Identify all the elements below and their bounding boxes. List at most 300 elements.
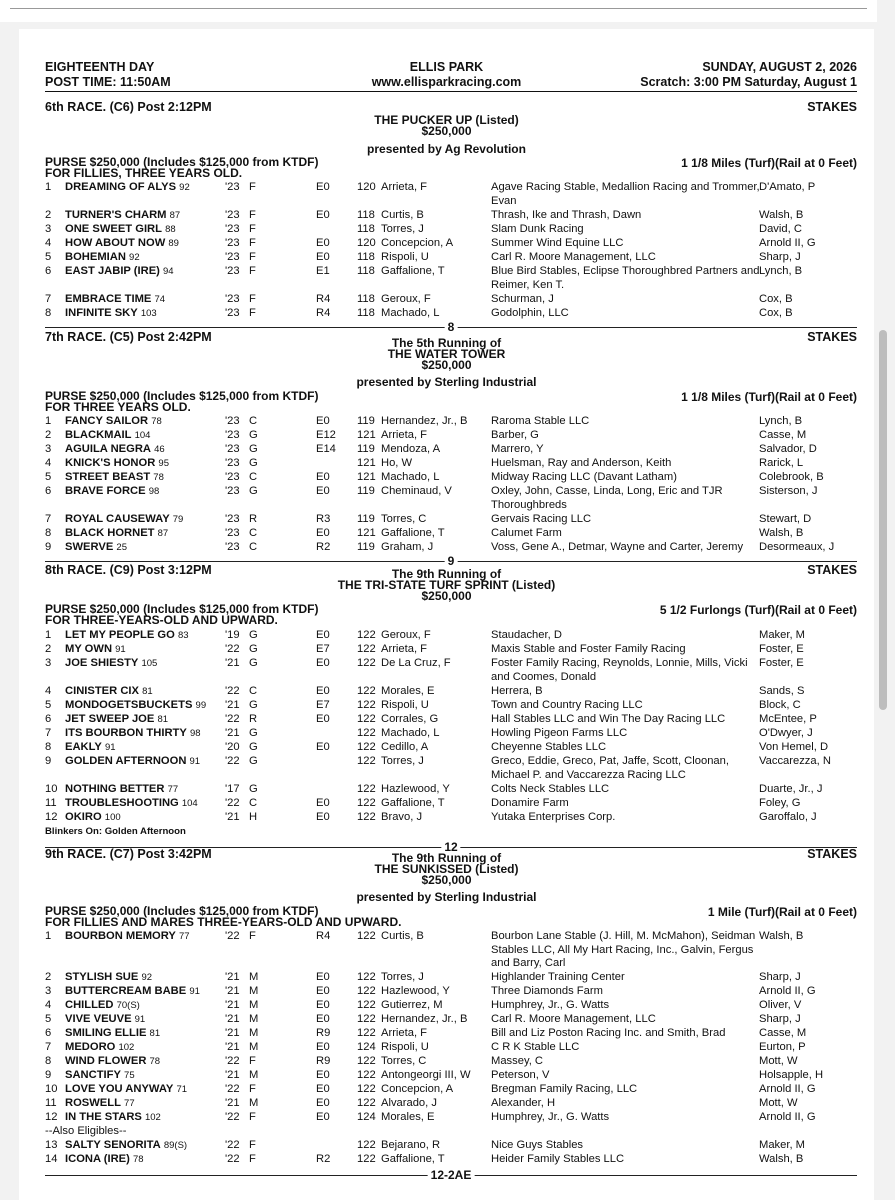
horse-rating: 75: [124, 1070, 135, 1081]
horse-name: JOE SHIESTY: [65, 657, 139, 669]
entry-number: 2: [45, 971, 52, 983]
entry-trainer: Maker, M: [759, 1139, 806, 1151]
horse-name: BOHEMIAN: [65, 251, 126, 263]
entry-trainer: Sharp, J: [759, 1013, 801, 1025]
horse-name: BOURBON MEMORY: [65, 930, 176, 942]
horse-rating: 98: [148, 486, 160, 497]
entry-trainer: Garoffalo, J: [759, 811, 817, 823]
entry-eligibility: E0: [316, 629, 330, 641]
horse-rating: 92: [179, 182, 190, 193]
entry-number: 2: [45, 643, 52, 655]
entry-jockey: Graham, J: [381, 541, 434, 553]
entry-weight: 122: [357, 1055, 376, 1067]
entry-horse: [65, 1055, 160, 1069]
entry-number: 8: [45, 1055, 52, 1067]
entry-number: 8: [45, 741, 52, 753]
entry-trainer: D'Amato, P: [759, 181, 816, 193]
horse-name: EAKLY: [65, 741, 102, 753]
field-count: 12-2AE: [428, 1168, 475, 1182]
entry-trainer: Foster, E: [759, 657, 804, 669]
horse-name: WIND FLOWER: [65, 1055, 147, 1067]
entry-owner: Colts Neck Stables LLC: [491, 783, 610, 795]
entry-trainer: O'Dwyer, J: [759, 727, 813, 739]
entry-number: 8: [45, 527, 52, 539]
entry-owner: Peterson, V: [491, 1069, 550, 1081]
entry-owner: Massey, C: [491, 1055, 544, 1067]
entry-trainer: Cox, B: [759, 307, 793, 319]
entry-sex: R: [249, 513, 258, 525]
entry-horse: [65, 1153, 144, 1167]
entry-owner: Slam Dunk Racing: [491, 223, 584, 235]
entry-eligibility: E1: [316, 265, 330, 277]
header-rule: [45, 91, 857, 92]
entry-number: 8: [45, 307, 52, 319]
entry-weight: 118: [357, 293, 375, 305]
entry-weight: 122: [357, 727, 376, 739]
entry-eligibility: E0: [316, 657, 330, 669]
race-separator: [45, 320, 857, 334]
horse-name: MY OWN: [65, 643, 113, 655]
horse-rating: 105: [141, 658, 158, 669]
horse-name: VIVE VEUVE: [65, 1013, 132, 1025]
entry-trainer: Arnold II, G: [759, 985, 816, 997]
race-type: STAKES: [807, 563, 857, 577]
entry-sex: C: [249, 797, 258, 809]
entry-owner: Highlander Training Center: [491, 971, 625, 983]
horse-name: ROYAL CAUSEWAY: [65, 513, 170, 525]
entry-trainer: Sharp, J: [759, 971, 801, 983]
entry-eligibility: E14: [316, 443, 336, 455]
entry-year: '22: [225, 1139, 240, 1151]
entry-jockey: Machado, L: [381, 727, 440, 739]
entry-eligibility: E0: [316, 527, 330, 539]
entry-year: '23: [225, 457, 240, 469]
entry-weight: 119: [357, 513, 375, 525]
horse-name: STYLISH SUE: [65, 971, 139, 983]
horse-name: ONE SWEET GIRL: [65, 223, 162, 235]
entry-weight: 122: [357, 811, 376, 823]
entry-sex: M: [249, 999, 259, 1011]
horse-rating: 99: [195, 700, 207, 711]
horse-name: INFINITE SKY: [65, 307, 138, 319]
entry-owner: Thrash, Ike and Thrash, Dawn: [491, 209, 642, 221]
entry-year: '23: [225, 209, 240, 221]
entry-number: 4: [45, 457, 52, 469]
entry-year: '23: [225, 429, 240, 441]
entry-jockey: Gaffalione, T: [381, 1153, 445, 1165]
entry-jockey: De La Cruz, F: [381, 657, 451, 669]
entry-weight: 121: [357, 527, 376, 539]
entry-jockey: Antongeorgi III, W: [381, 1069, 471, 1081]
equipment-note: Blinkers On: Golden Afternoon: [45, 826, 186, 837]
horse-rating: 103: [140, 308, 157, 319]
entry-eligibility: R9: [316, 1055, 331, 1067]
entry-horse: [65, 1013, 145, 1027]
entry-weight: 119: [357, 443, 375, 455]
entry-weight: 122: [357, 1097, 376, 1109]
entry-jockey: Geroux, F: [381, 293, 431, 305]
horse-rating: 74: [154, 294, 166, 305]
race-title-line: $250,000: [421, 124, 472, 138]
entry-eligibility: E12: [316, 429, 336, 441]
entry-eligibility: R4: [316, 307, 331, 319]
entry-jockey: Bejarano, R: [381, 1139, 441, 1151]
entry-horse: [65, 727, 201, 741]
entry-owner: Hall Stables LLC and Win The Day Racing LLC: [491, 713, 726, 725]
entry-sex: F: [249, 1111, 256, 1123]
entry-horse: [65, 985, 200, 999]
entry-owner: C R K Stable LLC: [491, 1041, 580, 1053]
entry-number: 3: [45, 657, 52, 669]
entry-horse: [65, 415, 162, 429]
entry-jockey: Gutierrez, M: [381, 999, 443, 1011]
horse-rating: 100: [104, 812, 121, 823]
entry-weight: 122: [357, 685, 376, 697]
entry-trainer: Colebrook, B: [759, 471, 824, 483]
entry-weight: 122: [357, 1069, 376, 1081]
entry-horse: [65, 741, 116, 755]
entry-year: '21: [225, 985, 240, 997]
entry-weight: 122: [357, 1027, 376, 1039]
entry-year: '23: [225, 251, 240, 263]
entry-owner: Yutaka Enterprises Corp.: [491, 811, 616, 823]
entry-year: '22: [225, 1055, 240, 1067]
entry-trainer: Foley, G: [759, 797, 801, 809]
entry-weight: 122: [357, 1139, 376, 1151]
entry-number: 2: [45, 429, 52, 441]
entry-jockey: Mendoza, A: [381, 443, 441, 455]
entry-horse: [65, 930, 190, 944]
entry-year: '23: [225, 307, 240, 319]
entry-year: '21: [225, 1013, 240, 1025]
entry-owner: Alexander, H: [491, 1097, 556, 1109]
horse-name: BRAVE FORCE: [65, 485, 146, 497]
horse-rating: 89(S): [163, 1140, 188, 1151]
horse-rating: 25: [116, 542, 127, 553]
horse-name: DREAMING OF ALYS: [65, 181, 177, 193]
entry-weight: 122: [357, 1153, 376, 1165]
entry-year: '20: [225, 741, 240, 753]
race-conditions: FOR FILLIES AND MARES THREE-YEARS-OLD AND UPWARD.: [45, 915, 402, 929]
entry-year: '21: [225, 999, 240, 1011]
entry-weight: 124: [357, 1111, 376, 1123]
entry-weight: 122: [357, 1013, 376, 1025]
race-title-line: $250,000: [421, 358, 472, 372]
entry-owner: Calumet Farm: [491, 527, 562, 539]
entry-jockey: Morales, E: [381, 685, 435, 697]
horse-rating: 77: [124, 1098, 135, 1109]
entry-trainer: Lynch, B: [759, 415, 803, 427]
horse-rating: 81: [142, 686, 153, 697]
entry-trainer: Desormeaux, J: [759, 541, 835, 553]
horse-name: BUTTERCREAM BABE: [65, 985, 187, 997]
entry-owner: Three Diamonds Farm: [491, 985, 603, 997]
entry-horse: [65, 629, 189, 643]
horse-rating: 102: [144, 1112, 161, 1123]
entry-owner: Schurman, J: [491, 293, 554, 305]
entry-horse: [65, 527, 168, 541]
entry-number: 1: [45, 181, 52, 193]
entry-number: 9: [45, 541, 52, 553]
horse-rating: 92: [129, 252, 140, 263]
horse-name: MEDORO: [65, 1041, 116, 1053]
entry-trainer: Eurton, P: [759, 1041, 806, 1053]
entry-jockey: Hazlewood, Y: [381, 985, 450, 997]
horse-name: GOLDEN AFTERNOON: [65, 755, 187, 767]
entry-sex: C: [249, 527, 258, 539]
entry-weight: 119: [357, 541, 375, 553]
entry-trainer: Von Hemel, D: [759, 741, 829, 753]
entry-trainer: Holsapple, H: [759, 1069, 824, 1081]
entry-trainer: Oliver, V: [759, 999, 802, 1011]
entry-owner: Godolphin, LLC: [491, 307, 569, 319]
horse-name: HOW ABOUT NOW: [65, 237, 166, 249]
entry-horse: [65, 251, 140, 265]
entry-number: 1: [45, 629, 52, 641]
entry-sex: G: [249, 643, 258, 655]
race-conditions: FOR THREE-YEARS-OLD AND UPWARD.: [45, 613, 278, 627]
entry-trainer: Walsh, B: [759, 527, 804, 539]
entry-year: '21: [225, 1041, 240, 1053]
horse-name: JET SWEEP JOE: [65, 713, 155, 725]
entry-jockey: Corrales, G: [381, 713, 439, 725]
entry-weight: 120: [357, 237, 376, 249]
entry-horse: [65, 265, 174, 279]
horse-name: SANCTIFY: [65, 1069, 121, 1081]
horse-rating: 91: [134, 1014, 146, 1025]
race-heading: 6th RACE. (C6) Post 2:12PM: [45, 100, 212, 114]
entry-number: 7: [45, 727, 52, 739]
entry-weight: 119: [357, 415, 375, 427]
entry-sex: M: [249, 1097, 259, 1109]
horse-name: MONDOGETSBUCKETS: [65, 699, 193, 711]
entry-sex: G: [249, 629, 258, 641]
race-purse: PURSE $250,000 (Includes $125,000 from KTDF): [45, 602, 319, 616]
entry-trainer: Duarte, Jr., J: [759, 783, 823, 795]
entry-eligibility: E7: [316, 699, 330, 711]
entry-owner: Voss, Gene A., Detmar, Wayne and Carter, Jeremy: [491, 541, 744, 553]
entry-number: 5: [45, 471, 52, 483]
entry-number: 6: [45, 485, 52, 497]
entry-owner: Cheyenne Stables LLC: [491, 741, 607, 753]
entry-year: '21: [225, 1069, 240, 1081]
entry-weight: 122: [357, 713, 376, 725]
entry-horse: [65, 713, 168, 727]
entry-jockey: Torres, C: [381, 513, 427, 525]
entry-eligibility: E0: [316, 415, 330, 427]
entry-weight: 122: [357, 971, 376, 983]
entry-horse: [65, 1083, 187, 1097]
horse-rating: 70(S): [116, 1000, 140, 1011]
horse-rating: 78: [151, 416, 162, 427]
top-divider: [10, 8, 867, 9]
also-eligibles-label: --Also Eligibles--: [45, 1125, 127, 1137]
race-purse: PURSE $250,000 (Includes $125,000 from KTDF): [45, 155, 319, 169]
entry-weight: 118: [357, 265, 375, 277]
entry-sex: F: [249, 181, 256, 193]
entry-year: '23: [225, 415, 240, 427]
entry-year: '23: [225, 265, 240, 277]
entry-trainer: Walsh, B: [759, 209, 804, 221]
entry-sex: C: [249, 471, 258, 483]
entry-number: 14: [45, 1153, 58, 1165]
entry-year: '22: [225, 1111, 240, 1123]
entry-horse: [65, 471, 164, 485]
entry-number: 12: [45, 1111, 58, 1123]
entry-weight: 118: [357, 209, 375, 221]
entry-horse: [65, 443, 165, 457]
entry-number: 6: [45, 1027, 52, 1039]
race-title-line: $250,000: [421, 873, 472, 887]
entry-eligibility: R4: [316, 930, 331, 942]
entry-weight: 118: [357, 223, 375, 235]
entry-owner: Raroma Stable LLC: [491, 415, 590, 427]
horse-name: TROUBLESHOOTING: [65, 797, 179, 809]
entry-owner: Maxis Stable and Foster Family Racing: [491, 643, 686, 655]
race-distance: 1 1/8 Miles (Turf)(Rail at 0 Feet): [681, 390, 857, 404]
race-sponsor: presented by Sterling Industrial: [356, 890, 537, 904]
entry-number: 6: [45, 265, 52, 277]
race-heading: 7th RACE. (C5) Post 2:42PM: [45, 330, 212, 344]
entry-sex: F: [249, 930, 256, 942]
entry-sex: G: [249, 443, 258, 455]
entry-owner: Humphrey, Jr., G. Watts: [491, 1111, 610, 1123]
horse-rating: 95: [158, 458, 169, 469]
scrollbar-thumb[interactable]: [879, 330, 887, 710]
entry-number: 9: [45, 1069, 52, 1081]
entry-sex: H: [249, 811, 258, 823]
entry-weight: 122: [357, 657, 376, 669]
entry-horse: [65, 457, 169, 471]
entry-sex: F: [249, 307, 256, 319]
entry-sex: F: [249, 293, 256, 305]
entry-owner: Huelsman, Ray and Anderson, Keith: [491, 457, 672, 469]
horse-rating: 77: [178, 931, 190, 942]
entry-trainer: Sands, S: [759, 685, 805, 697]
field-count: 9: [445, 554, 458, 568]
entry-year: '22: [225, 713, 240, 725]
entry-year: '22: [225, 1153, 240, 1165]
entry-sex: F: [249, 237, 256, 249]
horse-rating: 89: [168, 238, 179, 249]
race-distance: 1 1/8 Miles (Turf)(Rail at 0 Feet): [681, 156, 857, 170]
entry-number: 5: [45, 251, 52, 263]
entry-horse: [65, 1111, 161, 1125]
horse-name: SMILING ELLIE: [65, 1027, 147, 1039]
header-post-time: POST TIME: 11:50AM: [45, 75, 171, 89]
entry-trainer: Sisterson, J: [759, 485, 818, 497]
entry-owner: Foster Family Racing, Reynolds, Lonnie, Mills, Vicki and Coomes, Donald: [491, 657, 748, 683]
entry-eligibility: R9: [316, 1027, 331, 1039]
entry-trainer: Casse, M: [759, 429, 807, 441]
entry-jockey: Cheminaud, V: [381, 485, 452, 497]
entry-number: 3: [45, 443, 52, 455]
horse-name: CINISTER CIX: [65, 685, 139, 697]
entry-year: '22: [225, 797, 240, 809]
race-type: STAKES: [807, 330, 857, 344]
entry-trainer: Walsh, B: [759, 1153, 804, 1165]
race-purse: PURSE $250,000 (Includes $125,000 from KTDF): [45, 389, 319, 403]
entry-sex: G: [249, 727, 258, 739]
entry-weight: 122: [357, 999, 376, 1011]
entry-weight: 122: [357, 783, 376, 795]
entry-owner: Bregman Family Racing, LLC: [491, 1083, 638, 1095]
entry-horse: [65, 293, 165, 307]
entry-eligibility: R2: [316, 1153, 331, 1165]
entry-number: 1: [45, 930, 52, 942]
entry-eligibility: E0: [316, 209, 330, 221]
entry-owner: Gervais Racing LLC: [491, 513, 592, 525]
horse-rating: 71: [176, 1084, 188, 1095]
horse-rating: 98: [189, 728, 201, 739]
entry-number: 4: [45, 237, 52, 249]
entry-eligibility: E0: [316, 1097, 330, 1109]
entry-number: 7: [45, 513, 52, 525]
entry-sex: G: [249, 783, 258, 795]
entry-owner: Blue Bird Stables, Eclipse Thoroughbred Partners and Reimer, Ken T.: [491, 265, 760, 291]
race-heading: 8th RACE. (C9) Post 3:12PM: [45, 563, 212, 577]
entry-owner: Nice Guys Stables: [491, 1139, 584, 1151]
entry-jockey: Gaffalione, T: [381, 265, 445, 277]
entry-sex: R: [249, 713, 258, 725]
entry-sex: M: [249, 1041, 259, 1053]
horse-name: SWERVE: [65, 541, 114, 553]
race-title-line: $250,000: [421, 589, 472, 603]
entry-sex: F: [249, 265, 256, 277]
entry-eligibility: E0: [316, 685, 330, 697]
entry-jockey: Arrieta, F: [381, 429, 428, 441]
entry-trainer: Casse, M: [759, 1027, 807, 1039]
entry-year: '22: [225, 930, 240, 942]
entry-weight: 124: [357, 1041, 376, 1053]
entry-year: '19: [225, 629, 240, 641]
horse-name: FANCY SAILOR: [65, 415, 149, 427]
horse-name: TURNER'S CHARM: [65, 209, 167, 221]
entry-sex: F: [249, 1083, 256, 1095]
horse-name: LOVE YOU ANYWAY: [65, 1083, 174, 1095]
entry-sex: F: [249, 1153, 256, 1165]
race-conditions: FOR THREE YEARS OLD.: [45, 400, 191, 414]
field-count: 12: [441, 840, 460, 854]
entry-owner: Carl R. Moore Management, LLC: [491, 251, 656, 263]
horse-name: ITS BOURBON THIRTY: [65, 727, 187, 739]
entry-trainer: Rarick, L: [759, 457, 804, 469]
entry-number: 1: [45, 415, 52, 427]
entry-jockey: Torres, J: [381, 755, 424, 767]
entry-number: 2: [45, 209, 52, 221]
entry-eligibility: E7: [316, 643, 330, 655]
entry-horse: [65, 209, 180, 223]
entry-jockey: Machado, L: [381, 471, 440, 483]
horse-rating: 94: [163, 266, 174, 277]
race-distance: 5 1/2 Furlongs (Turf)(Rail at 0 Feet): [659, 603, 857, 617]
entry-owner: Staudacher, D: [491, 629, 562, 641]
entry-number: 11: [45, 797, 57, 809]
entry-horse: [65, 971, 152, 985]
entry-weight: 118: [357, 307, 375, 319]
entry-owner: Humphrey, Jr., G. Watts: [491, 999, 610, 1011]
horse-name: SALTY SENORITA: [65, 1139, 161, 1151]
header-website: www.ellisparkracing.com: [371, 75, 522, 89]
entry-jockey: Cedillo, A: [381, 741, 429, 753]
horse-name: KNICK'S HONOR: [65, 457, 156, 469]
entry-jockey: Bravo, J: [381, 811, 423, 823]
entry-sex: M: [249, 1027, 259, 1039]
horse-rating: 87: [157, 528, 169, 539]
entry-eligibility: E0: [316, 713, 330, 725]
entry-sex: F: [249, 209, 256, 221]
entry-sex: G: [249, 457, 258, 469]
